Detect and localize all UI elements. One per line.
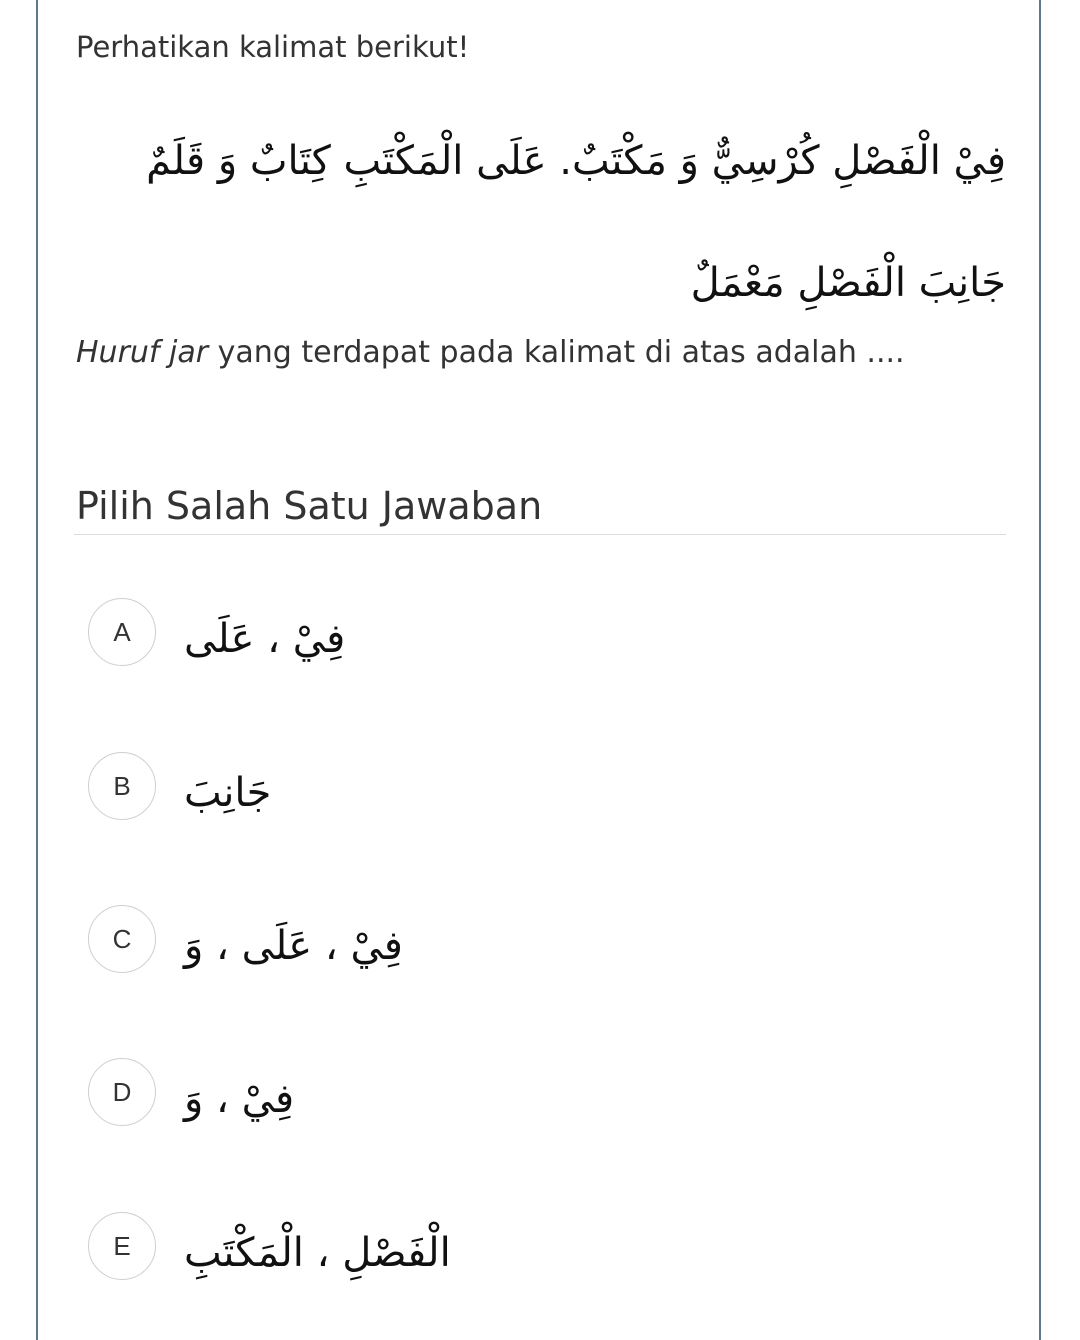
answers-title: Pilih Salah Satu Jawaban <box>76 484 543 528</box>
option-letter-d[interactable]: D <box>88 1058 156 1126</box>
question-prompt-rest: yang terdapat pada kalimat di atas adalah .... <box>208 335 905 370</box>
question-prompt-italic: Huruf jar <box>76 335 209 370</box>
answer-option-d[interactable] <box>88 1058 688 1168</box>
option-letter-c[interactable]: C <box>88 905 156 973</box>
arabic-line-1: فِيْ الْفَصْلِ كُرْسِيٌّ وَ مَكْتَبٌ. عَلَى الْمَكْتَبِ كِتَابٌ وَ قَلَمٌ <box>146 138 1006 184</box>
option-letter-a[interactable]: A <box>88 598 156 666</box>
arabic-line-2: جَانِبَ الْفَصْلِ مَعْمَلٌ <box>690 260 1006 306</box>
answer-option-b[interactable] <box>88 752 688 862</box>
option-text-e[interactable]: الْفَصْلِ ، الْمَكْتَبِ <box>184 1230 451 1276</box>
answer-option-e[interactable] <box>88 1212 688 1322</box>
option-text-d[interactable]: فِيْ ، وَ <box>184 1076 295 1122</box>
question-intro: Perhatikan kalimat berikut! <box>76 30 470 64</box>
option-letter-e[interactable]: E <box>88 1212 156 1280</box>
answer-option-c[interactable] <box>88 905 688 1015</box>
answer-option-a[interactable] <box>88 598 688 708</box>
option-letter-b[interactable]: B <box>88 752 156 820</box>
question-prompt <box>76 335 905 370</box>
option-text-c[interactable]: فِيْ ، عَلَى ، وَ <box>184 923 403 969</box>
option-text-b[interactable]: جَانِبَ <box>184 770 272 816</box>
arabic-passage <box>76 100 1006 344</box>
option-text-a[interactable]: فِيْ ، عَلَى <box>184 616 346 662</box>
answers-divider <box>74 534 1006 535</box>
